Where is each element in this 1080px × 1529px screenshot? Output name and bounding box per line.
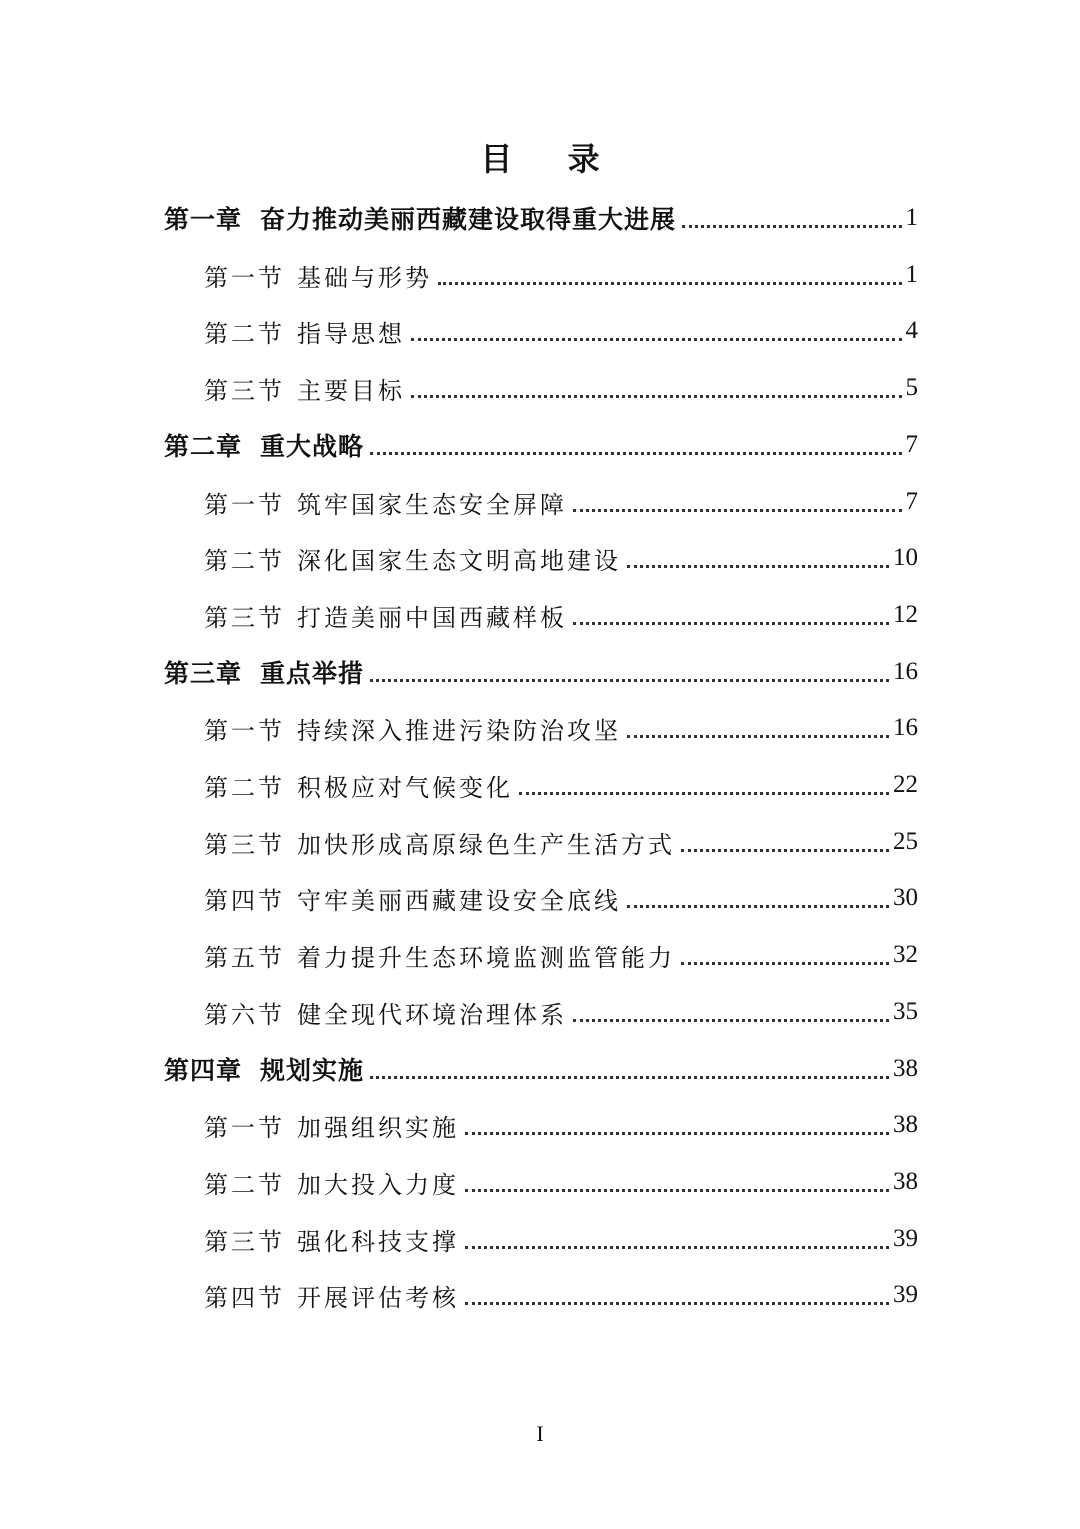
page-number-ref: 16 — [893, 658, 918, 685]
toc-section-entry[interactable] — [204, 311, 918, 351]
toc-entry-label — [204, 711, 621, 746]
page-number: I — [536, 1421, 544, 1446]
toc-section-entry[interactable] — [204, 595, 918, 635]
page-number-ref: 7 — [905, 488, 918, 515]
section-title: 指导思想 — [297, 319, 405, 348]
toc-entry-label — [204, 1278, 459, 1313]
toc-entry-label — [204, 1222, 459, 1257]
section-title: 深化国家生态文明高地建设 — [297, 546, 621, 575]
dot-leader — [465, 1246, 889, 1249]
section-number: 第一节 — [204, 1113, 285, 1142]
page-number-ref: 5 — [905, 374, 918, 401]
toc-entry-label — [204, 314, 405, 349]
section-number: 第四节 — [204, 1283, 285, 1312]
page-number-ref: 38 — [893, 1168, 918, 1195]
dot-leader — [370, 679, 889, 682]
dot-leader — [682, 225, 901, 228]
section-number: 第六节 — [204, 1000, 285, 1029]
page-number-ref: 10 — [893, 544, 918, 571]
toc-entry-label — [204, 371, 405, 406]
chapter-title: 重点举措 — [260, 659, 365, 688]
page-number-ref: 22 — [893, 771, 918, 798]
section-number: 第一节 — [204, 490, 285, 519]
dot-leader — [411, 395, 902, 398]
dot-leader — [627, 905, 889, 908]
dot-leader — [370, 1076, 889, 1079]
page-number-ref: 1 — [905, 261, 918, 288]
section-number: 第二节 — [204, 1170, 285, 1199]
section-title: 加强组织实施 — [297, 1113, 459, 1142]
chapter-number: 第四章 — [164, 1056, 243, 1085]
toc-entry-label — [204, 1165, 459, 1200]
toc-entry-label — [204, 485, 567, 520]
page-number-ref: 38 — [893, 1111, 918, 1138]
dot-leader — [681, 849, 889, 852]
toc-chapter-entry[interactable] — [164, 1049, 918, 1089]
dot-leader — [465, 1189, 889, 1192]
section-title: 主要目标 — [297, 376, 405, 405]
toc-section-entry[interactable] — [204, 822, 918, 862]
chapter-title: 奋力推动美丽西藏建设取得重大进展 — [260, 205, 677, 234]
page-number-ref: 12 — [893, 601, 918, 628]
section-number: 第五节 — [204, 943, 285, 972]
dot-leader — [573, 1019, 889, 1022]
dot-leader — [438, 282, 902, 285]
section-title: 开展评估考核 — [297, 1283, 459, 1312]
page-number-ref: 32 — [893, 941, 918, 968]
toc-section-entry[interactable] — [204, 1275, 918, 1315]
toc-entry-label — [204, 1108, 459, 1143]
toc-entry-label — [204, 258, 432, 293]
toc-section-entry[interactable] — [204, 708, 918, 748]
section-number: 第二节 — [204, 319, 285, 348]
toc-section-entry[interactable] — [204, 538, 918, 578]
page-number-ref: 30 — [893, 884, 918, 911]
toc-title: 目 录 — [480, 140, 622, 178]
toc-entry-label — [164, 200, 676, 236]
section-title: 加大投入力度 — [297, 1170, 459, 1199]
section-number: 第三节 — [204, 1227, 285, 1256]
page-number-ref: 38 — [893, 1055, 918, 1082]
toc-entry-label — [204, 598, 567, 633]
dot-leader — [627, 735, 889, 738]
toc-section-entry[interactable] — [204, 992, 918, 1032]
toc-chapter-entry[interactable] — [164, 198, 918, 238]
section-title: 加快形成高原绿色生产生活方式 — [297, 830, 675, 859]
toc-entry-label — [164, 1051, 364, 1087]
toc-section-entry[interactable] — [204, 1105, 918, 1145]
toc-section-entry[interactable] — [204, 1219, 918, 1259]
dot-leader — [573, 622, 889, 625]
chapter-title: 规划实施 — [260, 1056, 365, 1085]
toc-section-entry[interactable] — [204, 255, 918, 295]
chapter-number: 第一章 — [164, 205, 243, 234]
toc-entry-label — [204, 541, 621, 576]
section-number: 第三节 — [204, 603, 285, 632]
section-title: 持续深入推进污染防治攻坚 — [297, 716, 621, 745]
page-number-ref: 39 — [893, 1281, 918, 1308]
section-number: 第二节 — [204, 546, 285, 575]
dot-leader — [627, 565, 889, 568]
section-number: 第三节 — [204, 830, 285, 859]
section-title: 积极应对气候变化 — [297, 773, 513, 802]
dot-leader — [573, 509, 902, 512]
page-number-ref: 39 — [893, 1225, 918, 1252]
section-title: 守牢美丽西藏建设安全底线 — [297, 886, 621, 915]
section-number: 第一节 — [204, 263, 285, 292]
chapter-number: 第三章 — [164, 659, 243, 688]
toc-section-entry[interactable] — [204, 878, 918, 918]
page-number-ref: 1 — [905, 204, 918, 231]
section-title: 基础与形势 — [297, 263, 432, 292]
section-number: 第二节 — [204, 773, 285, 802]
toc-section-entry[interactable] — [204, 368, 918, 408]
toc-entry-label — [204, 995, 567, 1030]
chapter-number: 第二章 — [164, 432, 243, 461]
toc-entry-label — [164, 654, 364, 690]
chapter-title: 重大战略 — [260, 432, 365, 461]
toc-chapter-entry[interactable] — [164, 425, 918, 465]
toc-entry-label — [204, 768, 513, 803]
dot-leader — [465, 1132, 889, 1135]
toc-section-entry[interactable] — [204, 1162, 918, 1202]
dot-leader — [681, 962, 889, 965]
toc-section-entry[interactable] — [204, 482, 918, 522]
page-number-ref: 4 — [905, 317, 918, 344]
toc-entry-label — [204, 825, 675, 860]
toc-chapter-entry[interactable] — [164, 652, 918, 692]
section-title: 打造美丽中国西藏样板 — [297, 603, 567, 632]
section-title: 筑牢国家生态安全屏障 — [297, 490, 567, 519]
section-title: 着力提升生态环境监测监管能力 — [297, 943, 675, 972]
toc-section-entry[interactable] — [204, 765, 918, 805]
dot-leader — [465, 1302, 889, 1305]
section-number: 第一节 — [204, 716, 285, 745]
toc-entry-label — [204, 881, 621, 916]
page-number-ref: 25 — [893, 828, 918, 855]
page-number-ref: 7 — [905, 431, 918, 458]
dot-leader — [519, 792, 889, 795]
toc-entry-label — [164, 427, 364, 463]
toc-entry-label — [204, 938, 675, 973]
section-number: 第四节 — [204, 886, 285, 915]
page-number-ref: 16 — [893, 714, 918, 741]
section-title: 健全现代环境治理体系 — [297, 1000, 567, 1029]
dot-leader — [370, 452, 901, 455]
toc-section-entry[interactable] — [204, 935, 918, 975]
page-number-ref: 35 — [893, 998, 918, 1025]
section-title: 强化科技支撑 — [297, 1227, 459, 1256]
dot-leader — [411, 338, 902, 341]
section-number: 第三节 — [204, 376, 285, 405]
